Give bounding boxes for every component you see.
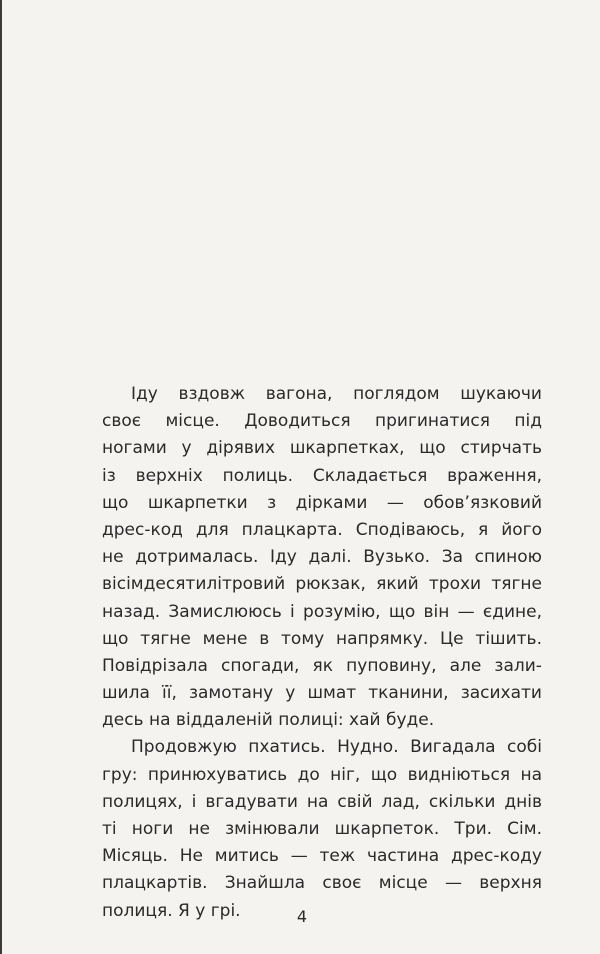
text-line: ногами у дірявих шкарпетках, що стирчать <box>102 438 542 459</box>
paragraph <box>102 381 542 734</box>
text-line: полицях, і вгадувати на свій лад, скільки днів <box>102 791 542 812</box>
paragraph <box>102 734 542 924</box>
page-number: 4 <box>296 907 308 926</box>
text-line: Місяць. Не митись — теж частина дрес-коду <box>102 846 542 867</box>
text-line: вісімдесятилітровий рюкзак, який трохи тягне <box>102 574 542 595</box>
text-line: що шкарпетки з дірками — обов’язковий <box>102 492 542 513</box>
text-line: назад. Замислююсь і розумію, що він — єдине, <box>102 601 542 622</box>
text-line: із верхніх полиць. Складається враження, <box>102 465 542 486</box>
text-line: Продовжую пхатись. Нудно. Вигадала собі <box>131 737 542 758</box>
text-line: ті ноги не змінювали шкарпеток. Три. Сім. <box>102 819 542 839</box>
text-line: що тягне мене в тому напрямку. Це тішить. <box>102 628 542 649</box>
text-line: Іду вздовж вагона, поглядом шукаючи <box>131 384 542 404</box>
text-line: десь на віддаленій полиці: хай буде. <box>102 710 435 731</box>
text-line: шила її, замотану у шмат тканини, засихати <box>102 683 542 704</box>
text-line: дрес-код для плацкарта. Сподіваюсь, я його <box>102 519 542 540</box>
text-line: плацкартів. Знайшла своє місце — верхня <box>102 873 542 894</box>
text-line: Повідрізала спогади, як пуповину, але зали- <box>102 655 542 676</box>
body-text <box>102 381 542 925</box>
text-line: гру: принюхуватись до ніг, що видніються на <box>102 764 542 785</box>
text-line: не дотрималась. Іду далі. Вузько. За спиною <box>102 547 542 568</box>
text-line: полиця. Я у грі. <box>102 900 241 921</box>
text-line: своє місце. Доводиться пригинатися під <box>102 411 542 432</box>
